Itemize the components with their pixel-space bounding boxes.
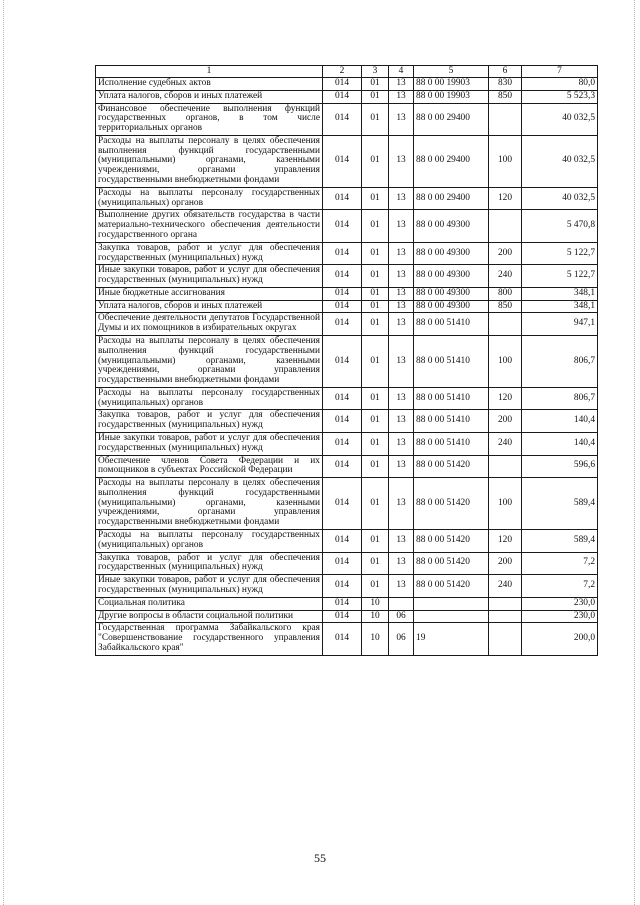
row-name: Расходы на выплаты персоналу государственных (муниципальных) органов	[96, 187, 323, 210]
header-col-3: 3	[362, 66, 389, 78]
row-section-code: 01	[362, 265, 389, 288]
row-amount: 5 470,8	[522, 210, 598, 242]
row-amount: 230,0	[522, 597, 598, 610]
row-section-code: 01	[362, 530, 389, 553]
row-expense-type-code: 200	[489, 552, 522, 575]
row-amount: 200,0	[522, 623, 598, 655]
row-administrator-code: 014	[323, 90, 362, 103]
row-section-code: 10	[362, 623, 389, 655]
row-amount: 348,1	[522, 300, 598, 313]
row-target-article-code: 88 0 00 29400	[414, 135, 489, 187]
row-name: Закупка товаров, работ и услуг для обеспечения государственных (муниципальных) нужд	[96, 242, 323, 265]
row-section-code: 01	[362, 103, 389, 135]
header-col-4: 4	[389, 66, 414, 78]
row-name: Закупка товаров, работ и услуг для обеспечения государственных (муниципальных) нужд	[96, 552, 323, 575]
row-administrator-code: 014	[323, 78, 362, 91]
row-section-code: 01	[362, 335, 389, 387]
row-expense-type-code: 100	[489, 335, 522, 387]
row-name: Уплата налогов, сборов и иных платежей	[96, 300, 323, 313]
row-administrator-code: 014	[323, 187, 362, 210]
row-administrator-code: 014	[323, 478, 362, 530]
row-target-article-code: 88 0 00 51410	[414, 410, 489, 433]
table-row	[96, 433, 598, 456]
table-row	[96, 610, 598, 623]
row-subsection-code: 13	[389, 242, 414, 265]
row-administrator-code: 014	[323, 455, 362, 478]
row-subsection-code: 06	[389, 610, 414, 623]
row-subsection-code: 13	[389, 78, 414, 91]
table-row	[96, 552, 598, 575]
row-section-code: 01	[362, 90, 389, 103]
row-target-article-code: 88 0 00 51410	[414, 387, 489, 410]
table-row	[96, 313, 598, 336]
row-administrator-code: 014	[323, 313, 362, 336]
table-row	[96, 300, 598, 313]
row-subsection-code: 13	[389, 530, 414, 553]
row-target-article-code: 88 0 00 51420	[414, 575, 489, 598]
row-amount: 5 122,7	[522, 265, 598, 288]
row-target-article-code: 88 0 00 29400	[414, 103, 489, 135]
row-target-article-code: 88 0 00 51410	[414, 313, 489, 336]
row-expense-type-code: 120	[489, 530, 522, 553]
row-name: Иные закупки товаров, работ и услуг для обеспечения государственных (муниципальных) нужд	[96, 265, 323, 288]
row-amount: 5 523,3	[522, 90, 598, 103]
row-amount: 589,4	[522, 478, 598, 530]
row-subsection-code: 13	[389, 552, 414, 575]
table-row	[96, 135, 598, 187]
row-subsection-code: 13	[389, 575, 414, 598]
row-amount: 80,0	[522, 78, 598, 91]
row-subsection-code: 13	[389, 433, 414, 456]
row-target-article-code: 88 0 00 51420	[414, 455, 489, 478]
row-administrator-code: 014	[323, 242, 362, 265]
table-row	[96, 455, 598, 478]
row-amount: 947,1	[522, 313, 598, 336]
row-name: Исполнение судебных актов	[96, 78, 323, 91]
table-row	[96, 410, 598, 433]
header-col-1: 1	[96, 66, 323, 78]
row-section-code: 01	[362, 300, 389, 313]
row-subsection-code: 13	[389, 410, 414, 433]
row-target-article-code: 88 0 00 19903	[414, 90, 489, 103]
row-expense-type-code: 830	[489, 78, 522, 91]
row-name: Выполнение других обязательств государства в части материально-технического обеспечения деятельности государственного органа	[96, 210, 323, 242]
row-amount: 230,0	[522, 610, 598, 623]
row-section-code: 01	[362, 135, 389, 187]
row-name: Расходы на выплаты персоналу государственных (муниципальных) органов	[96, 387, 323, 410]
row-subsection-code: 13	[389, 478, 414, 530]
row-amount: 806,7	[522, 387, 598, 410]
row-expense-type-code: 240	[489, 265, 522, 288]
row-name: Социальная политика	[96, 597, 323, 610]
row-subsection-code	[389, 597, 414, 610]
row-amount: 596,6	[522, 455, 598, 478]
table-row	[96, 187, 598, 210]
row-amount: 5 122,7	[522, 242, 598, 265]
row-expense-type-code: 200	[489, 242, 522, 265]
row-administrator-code: 014	[323, 103, 362, 135]
budget-table	[95, 65, 598, 656]
table-row	[96, 287, 598, 300]
row-target-article-code: 19	[414, 623, 489, 655]
row-administrator-code: 014	[323, 287, 362, 300]
row-name: Другие вопросы в области социальной политики	[96, 610, 323, 623]
row-name: Иные бюджетные ассигнования	[96, 287, 323, 300]
row-expense-type-code: 100	[489, 478, 522, 530]
row-administrator-code: 014	[323, 530, 362, 553]
table-row	[96, 210, 598, 242]
row-section-code: 01	[362, 313, 389, 336]
row-amount: 140,4	[522, 410, 598, 433]
table-row	[96, 530, 598, 553]
row-name: Расходы на выплаты персоналу в целях обеспечения выполнения функций государственными (муниципальными) органами, казенными учреждениями, органами управления государственными внебюджетными фондами	[96, 478, 323, 530]
row-administrator-code: 014	[323, 135, 362, 187]
row-subsection-code: 13	[389, 187, 414, 210]
table-row	[96, 387, 598, 410]
row-section-code: 10	[362, 610, 389, 623]
row-expense-type-code: 120	[489, 387, 522, 410]
table-row	[96, 623, 598, 655]
row-name: Иные закупки товаров, работ и услуг для обеспечения государственных (муниципальных) нужд	[96, 575, 323, 598]
row-amount: 40 032,5	[522, 103, 598, 135]
row-administrator-code: 014	[323, 597, 362, 610]
table-row	[96, 242, 598, 265]
row-amount: 589,4	[522, 530, 598, 553]
table-row	[96, 575, 598, 598]
row-amount: 7,2	[522, 552, 598, 575]
row-expense-type-code	[489, 597, 522, 610]
row-expense-type-code: 850	[489, 300, 522, 313]
table-row	[96, 478, 598, 530]
table-row	[96, 90, 598, 103]
row-administrator-code: 014	[323, 335, 362, 387]
row-target-article-code: 88 0 00 49300	[414, 300, 489, 313]
scan-edge-left	[3, 0, 5, 905]
table-row	[96, 597, 598, 610]
row-expense-type-code	[489, 623, 522, 655]
row-amount: 40 032,5	[522, 187, 598, 210]
header-col-7: 7	[522, 66, 598, 78]
row-section-code: 01	[362, 433, 389, 456]
row-amount: 40 032,5	[522, 135, 598, 187]
row-amount: 140,4	[522, 433, 598, 456]
row-name: Обеспечение членов Совета Федерации и их помощников в субъектах Российской Федерации	[96, 455, 323, 478]
row-administrator-code: 014	[323, 387, 362, 410]
row-name: Расходы на выплаты персоналу в целях обеспечения выполнения функций государственными (муниципальными) органами, казенными учреждениями, органами управления государственными внебюджетными фондами	[96, 335, 323, 387]
table-row	[96, 78, 598, 91]
row-section-code: 01	[362, 478, 389, 530]
row-section-code: 01	[362, 455, 389, 478]
row-target-article-code: 88 0 00 51420	[414, 552, 489, 575]
row-expense-type-code	[489, 313, 522, 336]
row-section-code: 01	[362, 187, 389, 210]
row-section-code: 01	[362, 210, 389, 242]
header-row	[96, 66, 598, 78]
row-subsection-code: 13	[389, 313, 414, 336]
row-expense-type-code	[489, 610, 522, 623]
row-administrator-code: 014	[323, 552, 362, 575]
row-target-article-code	[414, 610, 489, 623]
row-amount: 7,2	[522, 575, 598, 598]
row-subsection-code: 13	[389, 287, 414, 300]
row-target-article-code: 88 0 00 51410	[414, 335, 489, 387]
table-row	[96, 335, 598, 387]
row-expense-type-code: 850	[489, 90, 522, 103]
row-amount: 348,1	[522, 287, 598, 300]
row-administrator-code: 014	[323, 433, 362, 456]
page-number: 55	[314, 851, 326, 865]
row-amount: 806,7	[522, 335, 598, 387]
row-subsection-code: 13	[389, 210, 414, 242]
scan-edge-right	[634, 0, 636, 905]
row-expense-type-code: 800	[489, 287, 522, 300]
row-administrator-code: 014	[323, 610, 362, 623]
row-section-code: 01	[362, 552, 389, 575]
row-subsection-code: 13	[389, 135, 414, 187]
table-row	[96, 265, 598, 288]
row-subsection-code: 13	[389, 335, 414, 387]
row-administrator-code: 014	[323, 623, 362, 655]
row-section-code: 01	[362, 410, 389, 433]
table-body	[96, 78, 598, 656]
header-col-5: 5	[414, 66, 489, 78]
row-expense-type-code: 240	[489, 433, 522, 456]
row-expense-type-code: 200	[489, 410, 522, 433]
row-target-article-code	[414, 597, 489, 610]
row-section-code: 01	[362, 575, 389, 598]
row-subsection-code: 13	[389, 265, 414, 288]
row-name: Расходы на выплаты персоналу в целях обеспечения выполнения функций государственными (муниципальными) органами, казенными учреждениями, органами управления государственными внебюджетными фондами	[96, 135, 323, 187]
row-section-code: 01	[362, 78, 389, 91]
row-subsection-code: 06	[389, 623, 414, 655]
header-col-6: 6	[489, 66, 522, 78]
row-target-article-code: 88 0 00 49300	[414, 210, 489, 242]
table-row	[96, 103, 598, 135]
row-name: Уплата налогов, сборов и иных платежей	[96, 90, 323, 103]
row-name: Иные закупки товаров, работ и услуг для обеспечения государственных (муниципальных) нужд	[96, 433, 323, 456]
row-target-article-code: 88 0 00 29400	[414, 187, 489, 210]
row-target-article-code: 88 0 00 49300	[414, 242, 489, 265]
row-target-article-code: 88 0 00 49300	[414, 265, 489, 288]
row-name: Закупка товаров, работ и услуг для обеспечения государственных (муниципальных) нужд	[96, 410, 323, 433]
header-col-2: 2	[323, 66, 362, 78]
row-expense-type-code: 120	[489, 187, 522, 210]
row-name: Расходы на выплаты персоналу государственных (муниципальных) органов	[96, 530, 323, 553]
row-administrator-code: 014	[323, 300, 362, 313]
row-target-article-code: 88 0 00 51420	[414, 530, 489, 553]
row-subsection-code: 13	[389, 455, 414, 478]
row-section-code: 01	[362, 242, 389, 265]
row-subsection-code: 13	[389, 387, 414, 410]
row-target-article-code: 88 0 00 19903	[414, 78, 489, 91]
row-expense-type-code	[489, 210, 522, 242]
row-target-article-code: 88 0 00 49300	[414, 287, 489, 300]
row-section-code: 01	[362, 287, 389, 300]
row-expense-type-code	[489, 455, 522, 478]
row-name: Финансовое обеспечение выполнения функций государственных органов, в том числе территориальных органов	[96, 103, 323, 135]
row-expense-type-code	[489, 103, 522, 135]
row-subsection-code: 13	[389, 103, 414, 135]
row-administrator-code: 014	[323, 575, 362, 598]
row-administrator-code: 014	[323, 410, 362, 433]
row-subsection-code: 13	[389, 300, 414, 313]
row-expense-type-code: 240	[489, 575, 522, 598]
row-target-article-code: 88 0 00 51420	[414, 478, 489, 530]
row-section-code: 01	[362, 387, 389, 410]
row-expense-type-code: 100	[489, 135, 522, 187]
row-name: Государственная программа Забайкальского края "Совершенствование государственного управления Забайкальского края"	[96, 623, 323, 655]
row-administrator-code: 014	[323, 265, 362, 288]
row-section-code: 10	[362, 597, 389, 610]
row-subsection-code: 13	[389, 90, 414, 103]
row-target-article-code: 88 0 00 51410	[414, 433, 489, 456]
row-administrator-code: 014	[323, 210, 362, 242]
row-name: Обеспечение деятельности депутатов Государственной Думы и их помощников в избирательных округах	[96, 313, 323, 336]
